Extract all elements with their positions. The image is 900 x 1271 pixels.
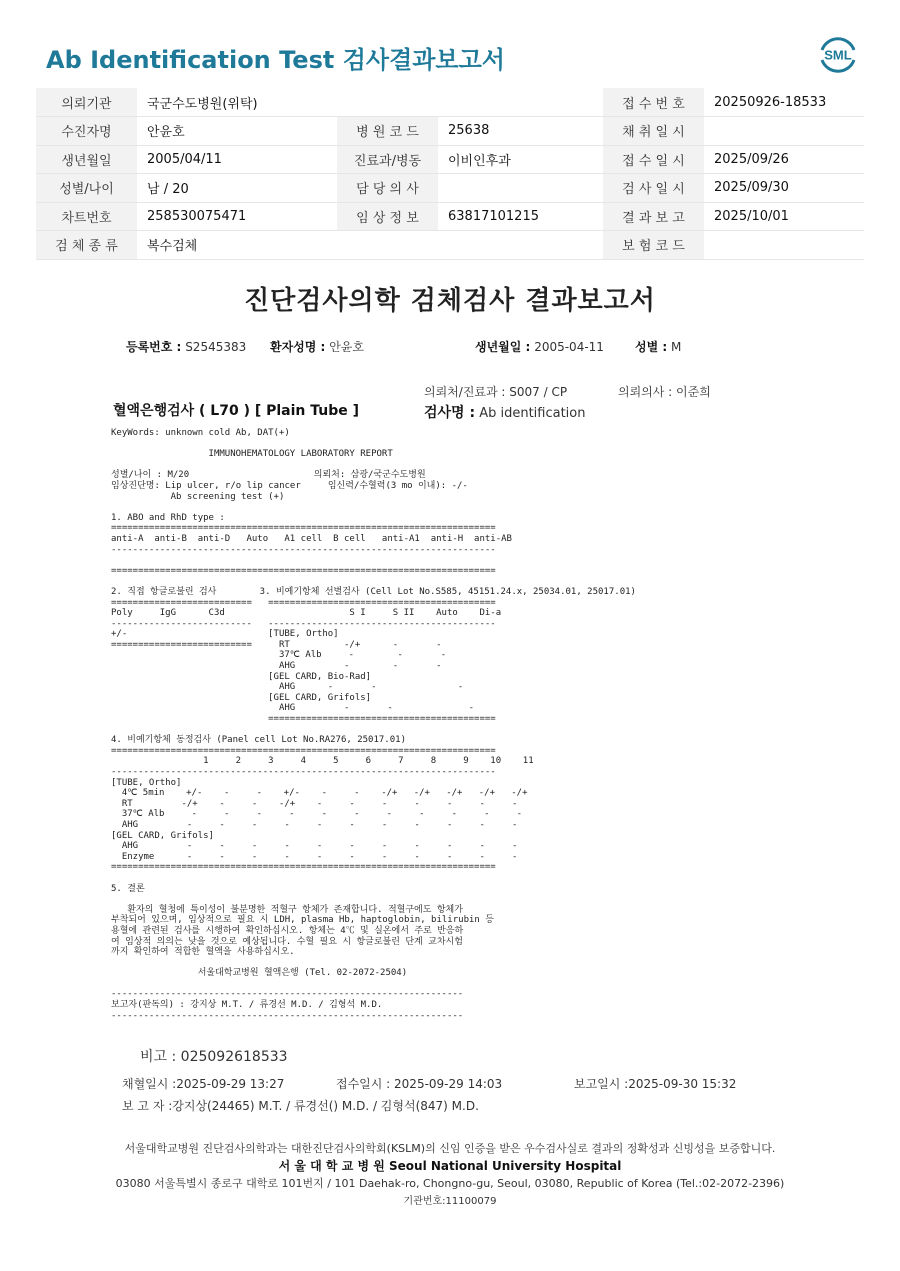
- institution-number: 기관번호:11100079: [403, 1196, 497, 1207]
- collection-time: 채혈일시 :2025-09-29 13:27: [122, 1077, 285, 1091]
- patient-name-label: 환자성명 :: [270, 340, 326, 354]
- info-value: [704, 231, 864, 260]
- info-value: [438, 174, 603, 203]
- info-value: 남 / 20: [137, 174, 337, 203]
- info-row: [36, 174, 864, 203]
- info-label: 성별/나이: [36, 174, 137, 203]
- info-label: 검 사 일 시: [603, 174, 704, 203]
- info-label: 검 체 종 류: [36, 231, 137, 260]
- sex-label: 성별 :: [635, 340, 668, 354]
- info-label: 차트번호: [36, 202, 137, 231]
- info-label: 결 과 보 고: [603, 202, 704, 231]
- info-value: 25638: [438, 117, 603, 146]
- certification-note: 서울대학교병원 진단검사의학과는 대한진단검사의학회(KSLM)의 신임 인증을 받은 우수검사실로 결과의 정확성과 신빙성을 보증합니다.: [124, 1142, 776, 1155]
- reporter: 보 고 자 :강지상(24465) M.T. / 류경선() M.D. / 김형석(847) M.D.: [122, 1099, 479, 1113]
- report-time: 보고일시 :2025-09-30 15:32: [574, 1077, 737, 1091]
- info-row: [36, 145, 864, 174]
- info-label: 접 수 번 호: [603, 88, 704, 117]
- info-value: 2005/04/11: [137, 145, 337, 174]
- info-label: 진료과/병동: [337, 145, 438, 174]
- info-value: 이비인후과: [438, 145, 603, 174]
- birth-date-label: 생년월일 :: [475, 340, 531, 354]
- info-row: [36, 202, 864, 231]
- registration-value: S2545383: [185, 340, 247, 354]
- registration-label: 등록번호 :: [126, 340, 182, 354]
- info-value: 2025/09/30: [704, 174, 864, 203]
- immunohematology-report-text: KeyWords: unknown cold Ab, DAT(+) IMMUNOHEMATOLOGY LABORATORY REPORT 성별/나이 : M/20 의뢰처: 삼광/국군수도병원 임상진단명: Lip ulcer, r/o lip cancer 임신력/수혈력(3 mo 이내): -/- Ab screening test (+) 1. ABO and RhD type : ======================================================================= anti-A anti-B anti-D Auto A1 cell B cell anti-A1 anti-H anti-AB ----------------------------------------------------------------------- ======================================================================= 2. 직접 항글로불린 검사 3. 비예기항체 선별검사 (Cell Lot No.S585, 45151.24.x, 25034.01, 25017.01) ========================== ========================================== Poly IgG C3d S I S II Auto Di-a -------------------------- ------------------------------------------ +/- [TUBE, Ortho] ========================== RT -/+ - - 37℃ Alb - - - AHG - - - [GEL CARD, Bio-Rad] AHG - - - [GEL CARD, Grifols] AHG - - - ========================================== 4. 비예기항체 동정검사 (Panel cell Lot No.RA276, 25017.01) ======================================================================= 1 2 3 4 5 6 7 8 9 10 11 ----------------------------------------------------------------------- [TUBE, Ortho] 4℃ 5min +/- - - +/- - - -/+ -/+ -/+ -/+ -/+ RT -/+ - - -/+ - - - - - - - 37℃ Alb - - - - - - - - - - - AHG - - - - - - - - - - - [GEL CARD, Grifols] AHG - - - - - - - - - - - Enzyme - - - - - - - - - - - ======================================================================= 5. 결론 환자의 혈청에 특이성이 불분명한 적혈구 항체가 존재합니다. 적혈구에도 항체가 부착되어 있으며, 임상적으로 필요 시 LDH, plasma Hb, haptoglobin, bilirubin 등 용혈에 관련된 검사를 시행하여 확인하십시오. 항체는 4℃ 및 실온에서 주로 반응하 여 임상적 의의는 낮을 것으로 예상됩니다. 수혈 필요 시 항글로불린 단계 교차시험 까지 확인하여 적합한 혈액을 사용하십시오. 서울대학교병원 혈액은행 (Tel. 02-2072-2504) ----------------------------------------------------------------- 보고자(판독의) : 강지상 M.T. / 류경선 M.D. / 김형석 M.D. -----------------------------------------------------------------: [111, 428, 636, 1021]
- info-label: 담 당 의 사: [337, 174, 438, 203]
- info-value: 국군수도병원(위탁): [137, 88, 603, 117]
- info-value: 안윤호: [137, 117, 337, 146]
- info-value: 20250926-18533: [704, 88, 864, 117]
- exam-name-label: 검사명 :: [424, 405, 476, 421]
- sex: [635, 338, 681, 355]
- birth-date-value: 2005-04-11: [534, 340, 604, 354]
- exam-name: [424, 402, 585, 422]
- requesting-department: 의뢰처/진료과 : S007 / CP: [424, 385, 568, 399]
- birth-date: [475, 338, 604, 355]
- info-value: 복수검체: [137, 231, 603, 260]
- info-value: 258530075471: [137, 202, 337, 231]
- patient-info-table: [36, 88, 864, 260]
- patient-name-value: 안윤호: [329, 340, 364, 354]
- remark-value: 025092618533: [180, 1049, 288, 1065]
- info-value: 63817101215: [438, 202, 603, 231]
- info-label: 보 험 코 드: [603, 231, 704, 260]
- info-row: [36, 231, 864, 260]
- info-value: 2025/10/01: [704, 202, 864, 231]
- patient-name: [270, 338, 364, 355]
- sex-value: M: [671, 340, 682, 354]
- info-value: 2025/09/26: [704, 145, 864, 174]
- info-label: 병 원 코 드: [337, 117, 438, 146]
- remark: [140, 1046, 288, 1066]
- info-label: 의뢰기관: [36, 88, 137, 117]
- info-label: 임 상 정 보: [337, 202, 438, 231]
- info-label: 접 수 일 시: [603, 145, 704, 174]
- report-title: 진단검사의학 검체검사 결과보고서: [244, 286, 656, 316]
- logo-text: SML: [824, 47, 852, 63]
- info-label: 생년월일: [36, 145, 137, 174]
- requesting-doctor: 의뢰의사 : 이준희: [618, 385, 711, 399]
- hospital-address: 03080 서울특별시 종로구 대학로 101번지 / 101 Daehak-ro, Chongno-gu, Seoul, 03080, Republic of Korea (Tel.:02-2072-2396): [115, 1177, 785, 1190]
- remark-label: 비고 :: [140, 1049, 177, 1065]
- info-row: [36, 117, 864, 146]
- registration-number: [126, 338, 246, 355]
- info-label: 채 취 일 시: [603, 117, 704, 146]
- hospital-name: 서 울 대 학 교 병 원 Seoul National University Hospital: [278, 1159, 622, 1173]
- sml-logo: [814, 30, 862, 78]
- info-value: [704, 117, 864, 146]
- report-header-title: Ab Identification Test 검사결과보고서: [46, 46, 505, 74]
- receipt-time: 접수일시 : 2025-09-29 14:03: [336, 1077, 503, 1091]
- info-label: 수진자명: [36, 117, 137, 146]
- exam-section-title: 혈액은행검사 ( L70 ) [ Plain Tube ]: [113, 403, 360, 419]
- info-row: [36, 88, 864, 117]
- exam-name-value: Ab identification: [479, 406, 586, 421]
